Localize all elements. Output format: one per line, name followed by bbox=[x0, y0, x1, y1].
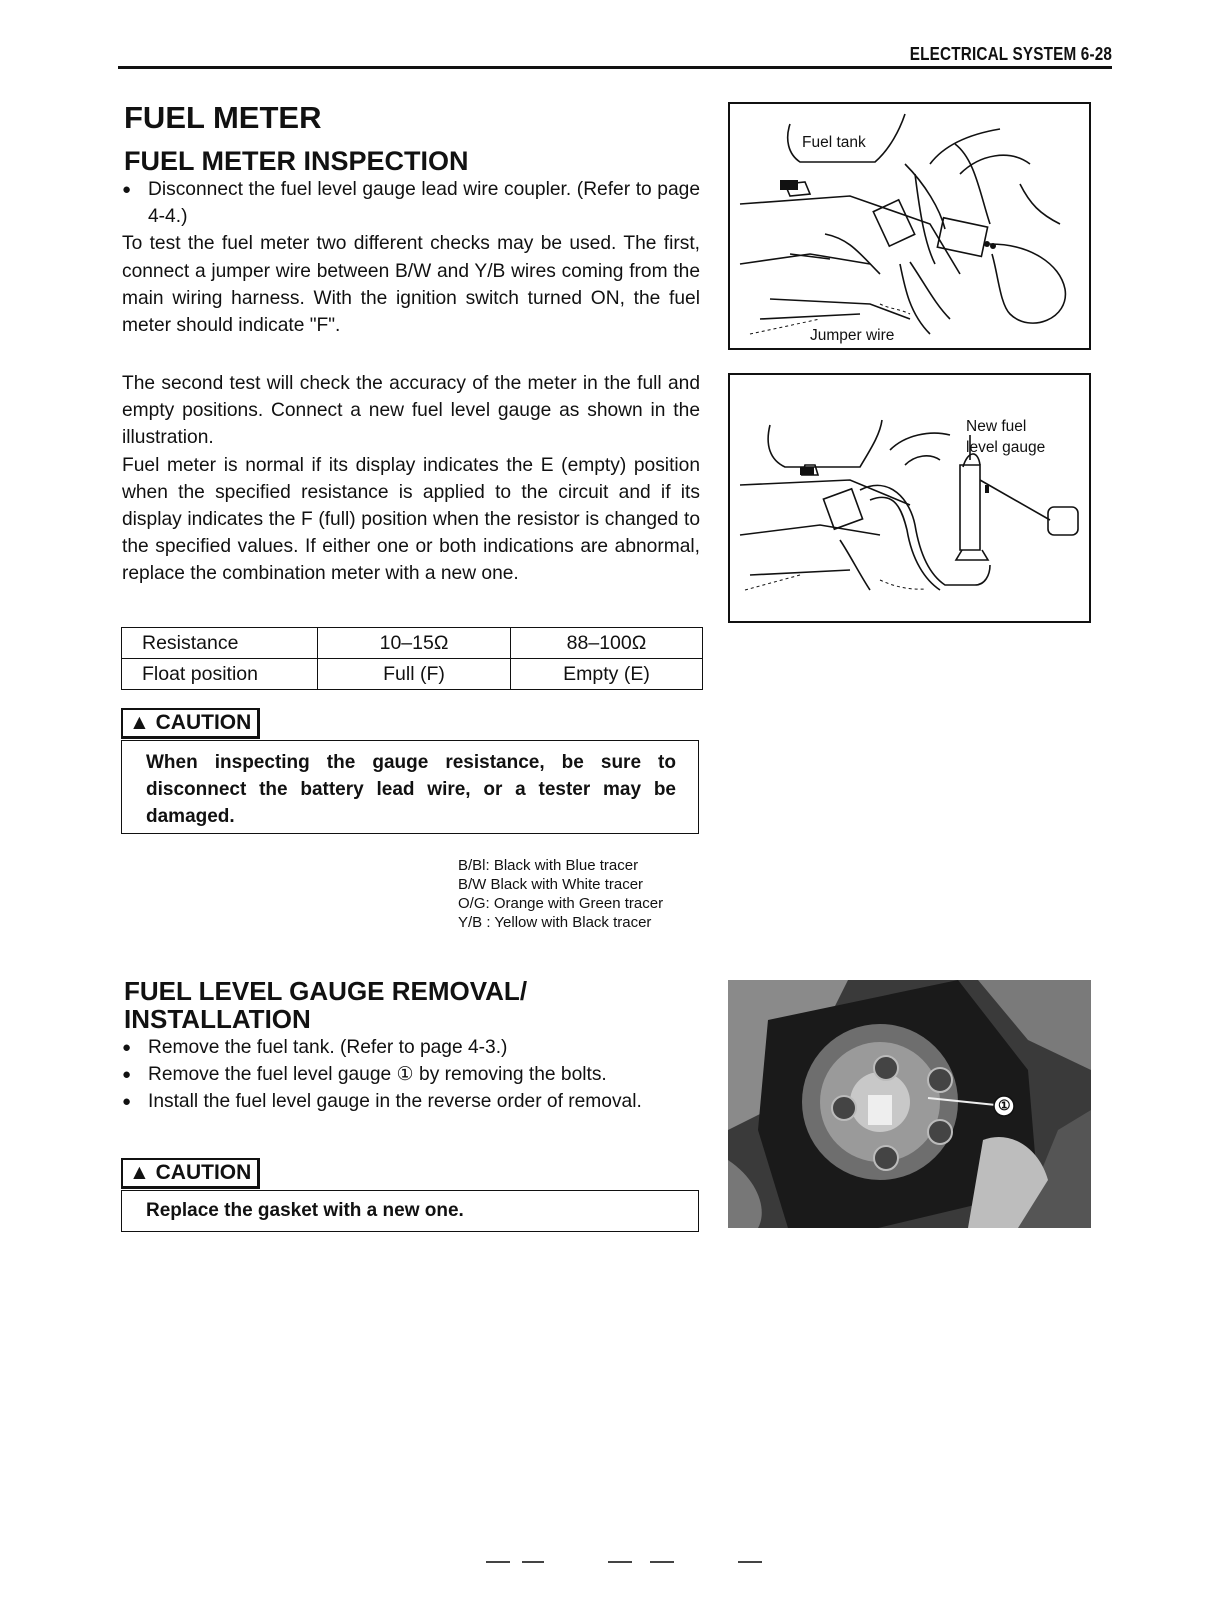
footer-mark bbox=[650, 1561, 674, 1563]
legend-item: B/W Black with White tracer bbox=[458, 876, 644, 893]
footer-mark bbox=[486, 1561, 510, 1563]
label-new-gauge: New fuel level gauge bbox=[966, 418, 1046, 456]
fuel-gauge-photo bbox=[728, 980, 1091, 1228]
paragraph-normal-criteria: Fuel meter is normal if its display indicates the E (empty) position when the specified resistance is applied to the circuit and if its display indicates the F (full) position when the resistor is changed to the specified values. If either one or both indications are abnormal, replace the combination meter with a new one. bbox=[122, 454, 700, 585]
list-item: ● Remove the fuel level gauge ① by removing the bolts. bbox=[122, 1061, 700, 1088]
table-cell: 88–100Ω bbox=[511, 628, 703, 659]
label-fuel-tank: Fuel tank bbox=[802, 134, 866, 151]
list-item: ● Install the fuel level gauge in the reverse order of removal. bbox=[122, 1088, 700, 1115]
legend-item: O/G: Orange with Green tracer bbox=[458, 895, 664, 912]
photo-fuel-gauge bbox=[728, 980, 1091, 1228]
figure-jumper-wire bbox=[728, 102, 1091, 350]
callout-1: ① bbox=[998, 1097, 1011, 1113]
section-subtitle: FUEL METER INSPECTION bbox=[124, 146, 469, 176]
caution-box: Replace the gasket with a new one. bbox=[121, 1190, 699, 1232]
footer-mark bbox=[738, 1561, 762, 1563]
section-title: FUEL METER bbox=[124, 100, 322, 135]
wire-color-legend bbox=[458, 856, 663, 932]
table-cell: Full (F) bbox=[318, 659, 511, 690]
header-rule bbox=[118, 66, 1112, 69]
caution-tag: ▲ CAUTION bbox=[121, 708, 260, 739]
legend-item: B/Bl: Black with Blue tracer bbox=[458, 857, 639, 874]
spec-table bbox=[121, 627, 703, 690]
paragraph-first-check: To test the fuel meter two different checks may be used. The first, connect a jumper wire between B/W and Y/B wires coming from the main wiring harness. With the ignition switch turned ON, the fuel meter should indicate "F". bbox=[122, 233, 700, 337]
footer-mark bbox=[522, 1561, 544, 1563]
warning-icon: ▲ bbox=[129, 711, 150, 734]
table-row bbox=[122, 659, 703, 690]
table-cell: Float position bbox=[122, 659, 318, 690]
figure-new-gauge bbox=[728, 373, 1091, 623]
label-jumper-wire: Jumper wire bbox=[810, 327, 895, 344]
list-item: ● Remove the fuel tank. (Refer to page 4-3.) bbox=[122, 1034, 700, 1061]
table-row bbox=[122, 628, 703, 659]
caution-box: When inspecting the gauge resistance, be sure to disconnect the battery lead wire, or a tester may be damaged. bbox=[121, 740, 699, 834]
table-cell: Empty (E) bbox=[511, 659, 703, 690]
bullet-disconnect: ● Disconnect the fuel level gauge lead wire coupler. (Refer to page 4-4.) bbox=[122, 176, 700, 230]
page-header: ELECTRICAL SYSTEM 6-28 bbox=[909, 44, 1112, 64]
new-gauge-illustration bbox=[730, 375, 1089, 621]
caution-tag: ▲ CAUTION bbox=[121, 1158, 260, 1189]
table-cell: 10–15Ω bbox=[318, 628, 511, 659]
footer-mark bbox=[608, 1561, 632, 1563]
removal-steps bbox=[122, 1034, 700, 1116]
removal-title: FUEL LEVEL GAUGE REMOVAL/ INSTALLATION bbox=[124, 976, 528, 1034]
inspection-text-1 bbox=[122, 176, 700, 339]
inspection-text-2 bbox=[122, 370, 700, 588]
table-cell: Resistance bbox=[122, 628, 318, 659]
jumper-wire-illustration bbox=[730, 104, 1089, 348]
warning-icon: ▲ bbox=[129, 1161, 150, 1184]
legend-item: Y/B : Yellow with Black tracer bbox=[458, 914, 652, 931]
paragraph-second-check: The second test will check the accuracy of the meter in the full and empty positions. Connect a new fuel level gauge as shown in the illustration. bbox=[122, 373, 700, 449]
